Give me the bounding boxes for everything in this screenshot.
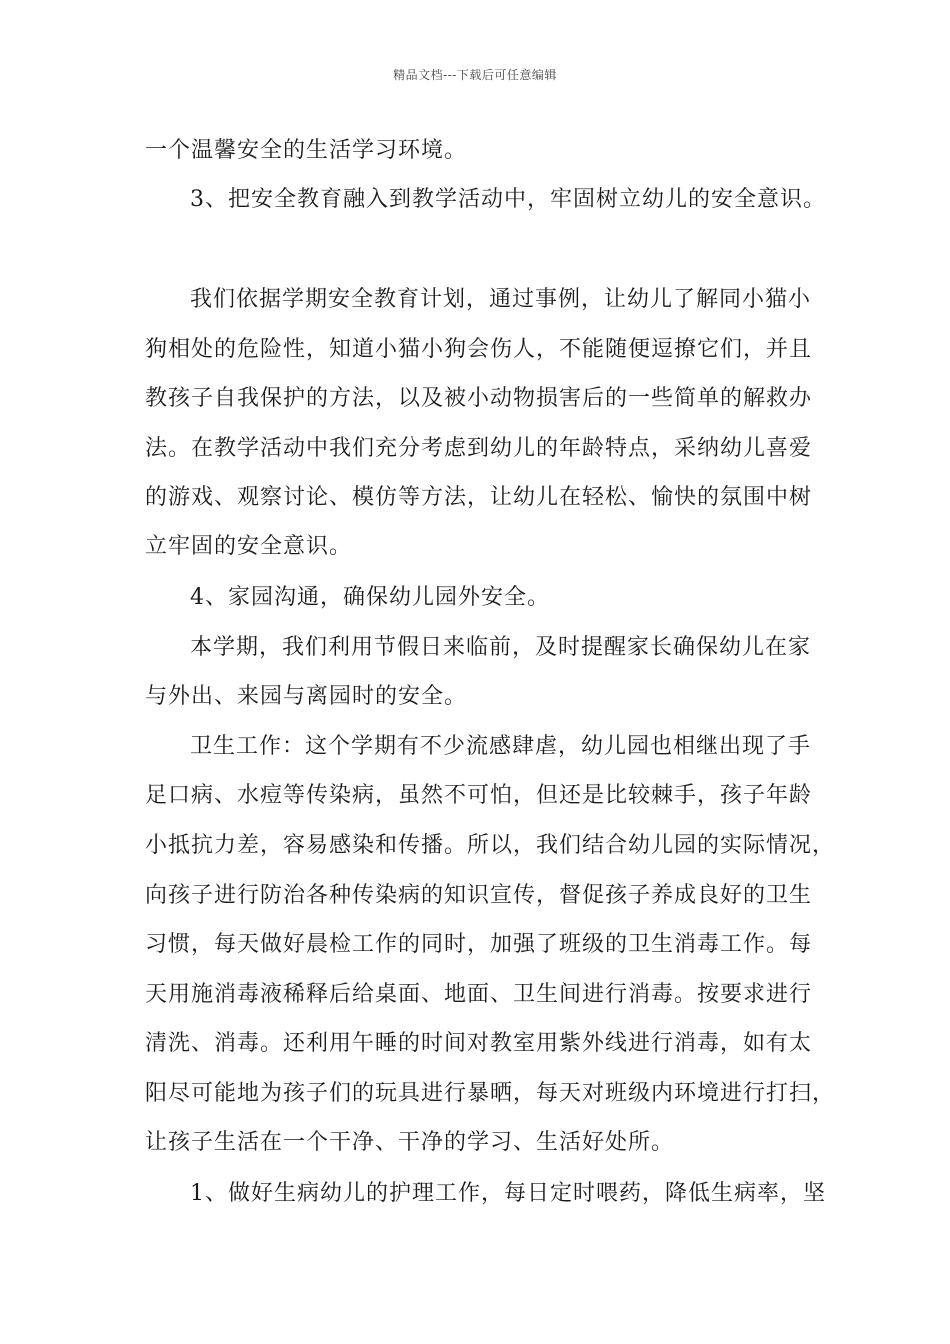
text-line: 一个温馨安全的生活学习环境。 [145,138,468,163]
text-line: 法。在教学活动中我们充分考虑到幼儿的年龄特点，采纳幼儿喜爱 [145,436,813,461]
text-line: 习惯，每天做好晨检工作的同时，加强了班级的卫生消毒工作。每 [145,932,813,957]
text-line: 本学期，我们利用节假日来临前，及时提醒家长确保幼儿在家 [190,635,812,660]
text-line: 卫生工作：这个学期有不少流感肆虐，幼儿园也相继出现了手 [190,734,812,759]
text-line: 阳尽可能地为孩子们的玩具进行暴晒，每天对班级内环境进行打扫， [145,1081,836,1106]
text-line: 向孩子进行防治各种传染病的知识宣传，督促孩子养成良好的卫生 [145,883,813,908]
text-line: 教孩子自我保护的方法，以及被小动物损害后的一些简单的解救办 [145,386,813,411]
page-header: 精品文档---下载后可任意编辑 [393,68,557,82]
text-line: 狗相处的危险性，知道小猫小狗会伤人，不能随便逗撩它们，并且 [145,337,813,362]
text-line: 与外出、来园与离园时的安全。 [145,684,468,709]
text-line: 1、做好生病幼儿的护理工作，每日定时喂药，降低生病率，坚 [190,1181,826,1206]
text-line: 4、家园沟通，确保幼儿园外安全。 [190,585,550,610]
text-line: 的游戏、观察讨论、模仿等方法，让幼儿在轻松、愉快的氛围中树 [145,485,813,510]
text-line: 让孩子生活在一个干净、干净的学习、生活好处所。 [145,1130,675,1155]
text-line: 立牢固的安全意识。 [145,534,353,559]
text-line: 3、把安全教育融入到教学活动中，牢固树立幼儿的安全意识。 [190,187,826,212]
text-line: 我们依据学期安全教育计划，通过事例，让幼儿了解同小猫小 [190,287,812,312]
text-line: 足口病、水痘等传染病，虽然不可怕，但还是比较棘手，孩子年龄 [145,783,813,808]
text-line: 小抵抗力差，容易感染和传播。所以，我们结合幼儿园的实际情况， [145,833,836,858]
text-line: 天用施消毒液稀释后给桌面、地面、卫生间进行消毒。按要求进行 [145,982,813,1007]
text-line: 清洗、消毒。还利用午睡的时间对教室用紫外线进行消毒，如有太 [145,1031,813,1056]
